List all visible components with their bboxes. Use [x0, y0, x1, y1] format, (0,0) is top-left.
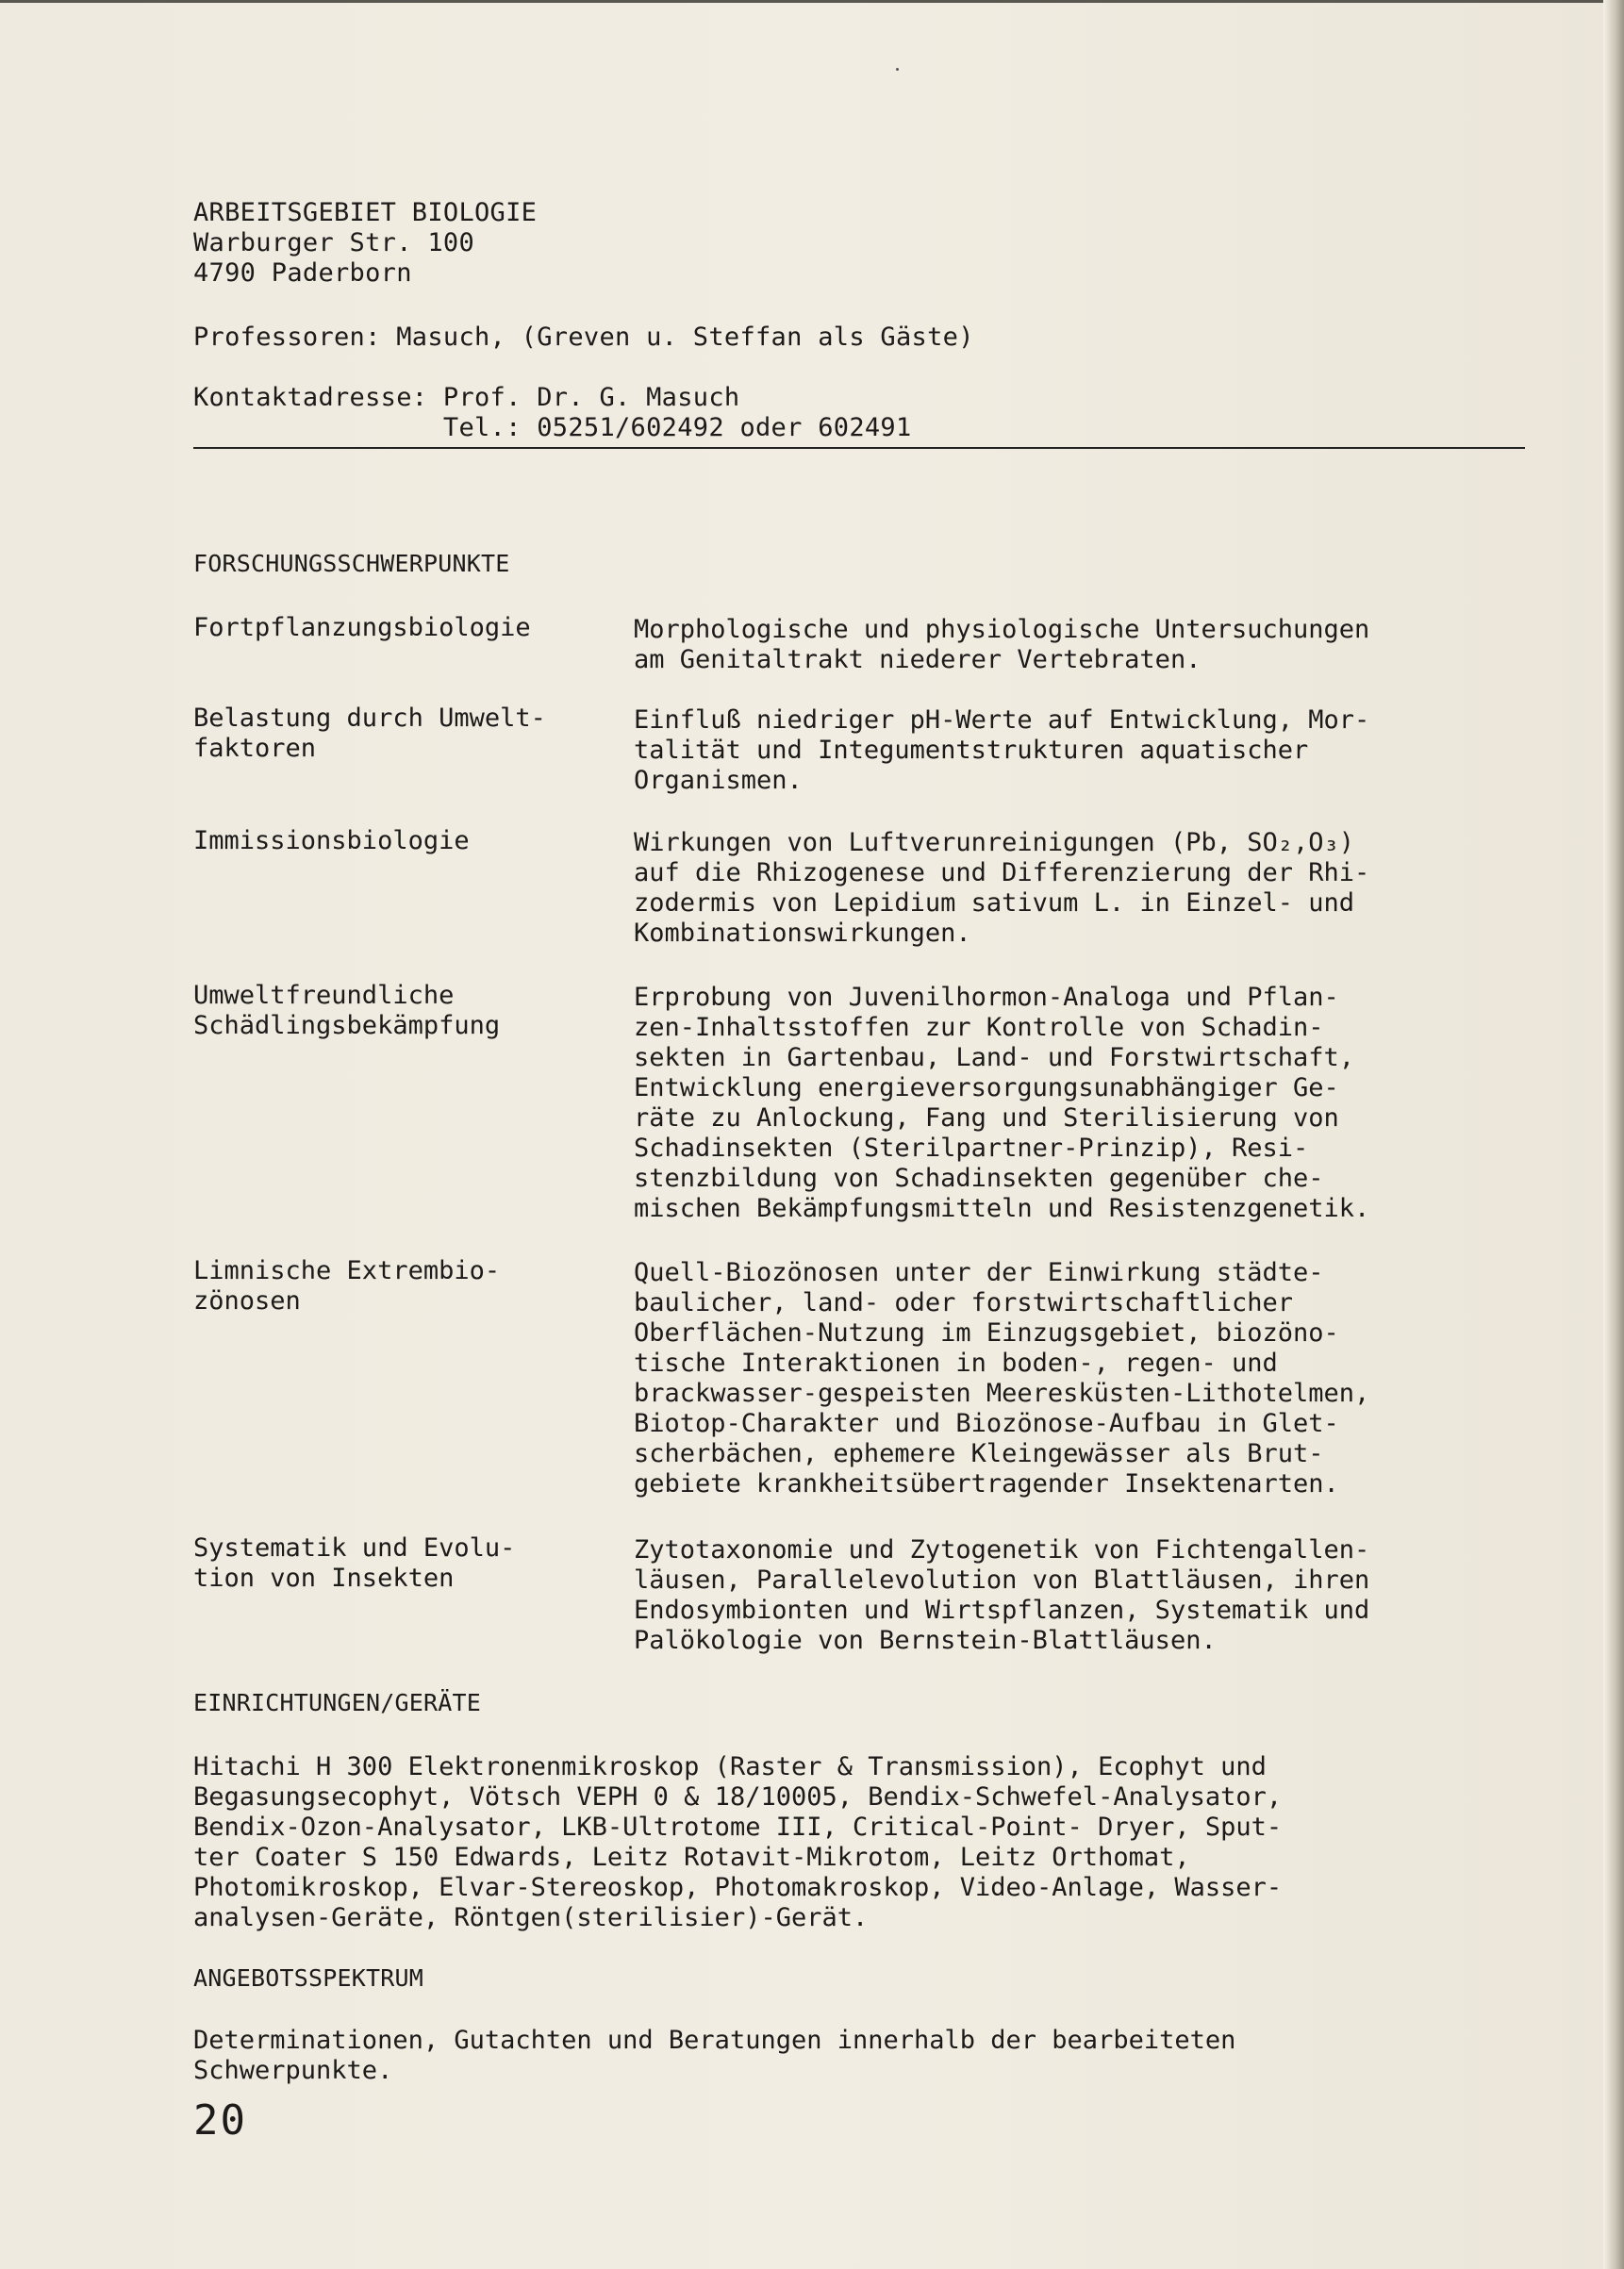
research-item-label: Limnische Extrembio- zönosen	[193, 1256, 501, 1316]
offer-heading: ANGEBOTSSPEKTRUM	[193, 1964, 424, 1992]
research-item-description: Einfluß niedriger pH-Werte auf Entwicklung, Mor- talität und Integumentstrukturen aquatischer Organismen.	[634, 705, 1370, 795]
research-item-description: Zytotaxonomie und Zytogenetik von Fichtengallen- läusen, Parallelevolution von Blattläusen, ihren Endosymbionten und Wirtspflanzen, Systematik und Palökologie von Bernstein-Blattläusen.	[634, 1535, 1370, 1655]
equipment-heading: EINRICHTUNGEN/GERÄTE	[193, 1689, 482, 1716]
page-top-edge	[0, 0, 1624, 3]
equipment-text: Hitachi H 300 Elektronenmikroskop (Raster & Transmission), Ecophyt und Begasungsecophyt, Vötsch VEPH 0 & 18/10005, Bendix-Schwefel-Analysator, Bendix-Ozon-Analysator, LKB-Ultrotome III, Critical-Point- Dryer, Sput- ter Coater S 150 Edwards, Leitz Rotavit-Mikrotom, Leitz Orthomat, Photomikroskop, Elvar-Stereoskop, Photomakroskop, Video-Anlage, Wasser- analysen-Geräte, Röntgen(sterilisier)-Gerät.	[193, 1752, 1283, 1932]
research-item-label: Umweltfreundliche Schädlingsbekämpfung	[193, 981, 501, 1040]
department-title: ARBEITSGEBIET BIOLOGIE	[193, 198, 538, 227]
research-item-label: Immissionsbiologie	[193, 826, 470, 855]
research-item-label: Belastung durch Umwelt- faktoren	[193, 704, 546, 763]
research-item-label: Systematik und Evolu- tion von Insekten	[193, 1533, 516, 1593]
street-address: Warburger Str. 100	[193, 228, 474, 257]
speck	[896, 68, 899, 71]
research-item-label: Fortpflanzungsbiologie	[193, 613, 531, 642]
contact-line: Kontaktadresse: Prof. Dr. G. Masuch	[193, 383, 740, 412]
research-heading: FORSCHUNGSSCHWERPUNKTE	[193, 550, 510, 577]
research-item-description: Morphologische und physiologische Untersuchungen am Genitaltrakt niederer Vertebraten.	[634, 615, 1370, 674]
research-item-description: Erprobung von Juvenilhormon-Analoga und Pflan- zen-Inhaltsstoffen zur Kontrolle von Schadin- sekten in Gartenbau, Land- und Forstwirtschaft, Entwicklung energieversorgungsunabhängiger Ge- räte zu Anlockung, Fang und Sterilisierung von Schadinsekten (Sterilpartner-Prinzip), Resi- stenzbildung von Schadinsekten gegenüber che- mischen Bekämpfungsmitteln und Resistenzgenetik.	[634, 983, 1370, 1223]
phone-line: Tel.: 05251/602492 oder 602491	[193, 413, 912, 442]
header-divider	[193, 447, 1525, 449]
professors-line: Professoren: Masuch, (Greven u. Steffan als Gäste)	[193, 323, 974, 352]
city-address: 4790 Paderborn	[193, 258, 412, 288]
offer-text: Determinationen, Gutachten und Beratungen innerhalb der bearbeiteten Schwerpunkte.	[193, 2026, 1236, 2085]
page-right-edge	[1603, 0, 1624, 2269]
page-number: 20	[193, 2096, 247, 2145]
research-item-description: Wirkungen von Luftverunreinigungen (Pb, SO₂,O₃) auf die Rhizogenese und Differenzierung der Rhi- zodermis von Lepidium sativum L. in Einzel- und Kombinationswirkungen.	[634, 828, 1370, 948]
research-item-description: Quell-Biozönosen unter der Einwirkung städte- baulicher, land- oder forstwirtschaftlicher Oberflächen-Nutzung im Einzugsgebiet, biozöno- tische Interaktionen in boden-, regen- und brackwasser-gespeisten Meeresküsten-Lithotelmen, Biotop-Charakter und Biozönose-Aufbau in Glet- scherbächen, ephemere Kleingewässer als Brut- gebiete krankheitsübertragender Insektenarten.	[634, 1258, 1370, 1499]
